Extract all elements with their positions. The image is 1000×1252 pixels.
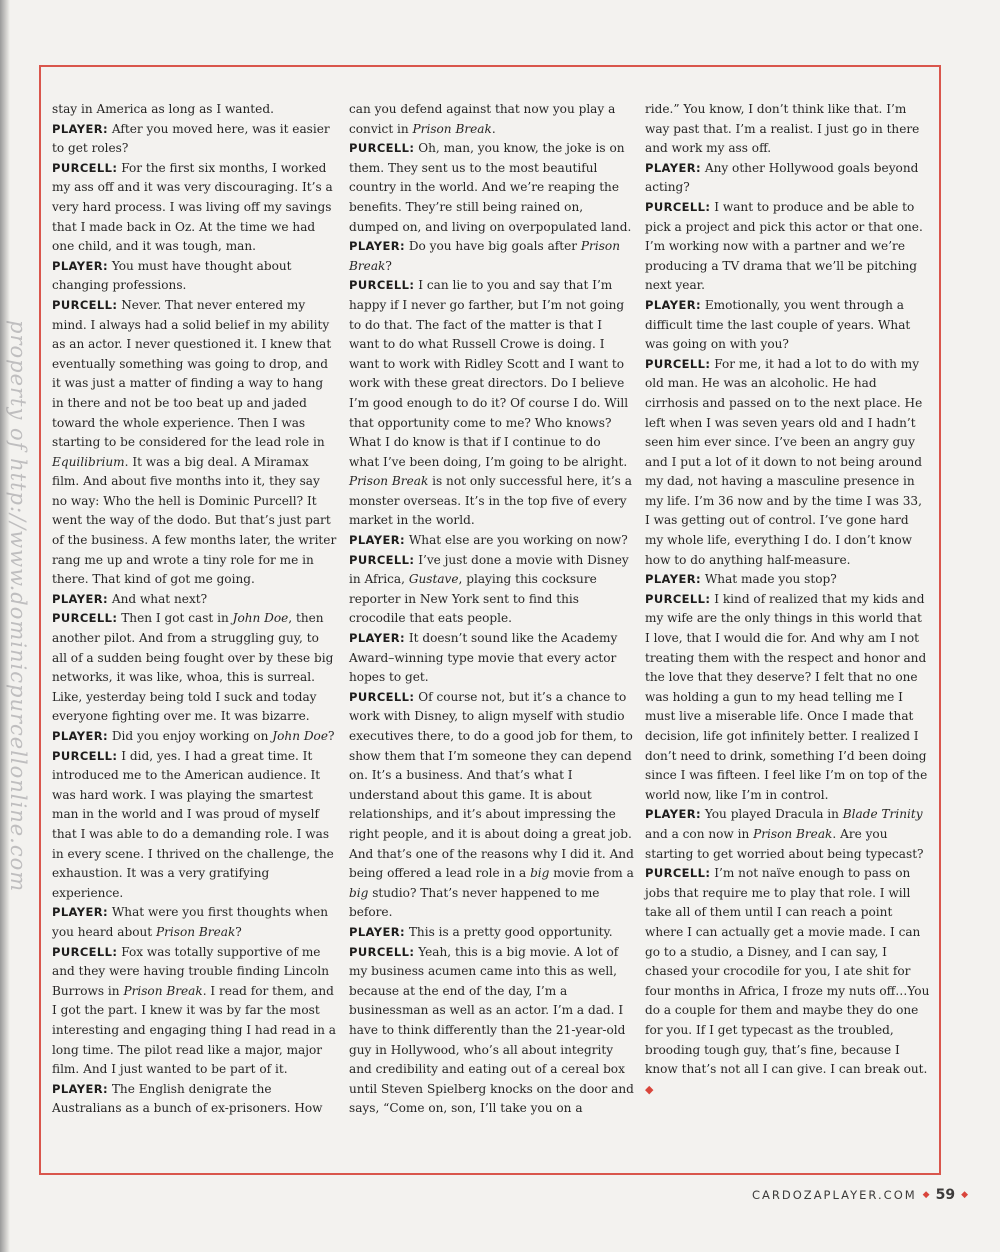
paragraph-text: Any other Hollywood goals beyond acting? bbox=[645, 160, 919, 195]
interview-paragraph bbox=[645, 159, 930, 198]
speaker-label: PURCELL: bbox=[52, 944, 118, 959]
speaker-label: PURCELL: bbox=[645, 356, 711, 371]
speaker-label: PURCELL: bbox=[52, 297, 118, 312]
paragraph-text: It doesn’t sound like the Academy Award–winning type movie that every actor hopes to get. bbox=[349, 631, 618, 685]
speaker-label: PLAYER: bbox=[645, 807, 701, 822]
paragraph-text: I’m not naïve enough to pass on jobs that require me to play that role. I will take all of them until I can reach a point where I can actually get a movie made. I can go to a studio, a Disney, and I can say, I chased your crocodile for you, I ate shit for four months in Africa, I froze my nuts off…You do a couple for them and maybe they do one for you. If I get typecast as the troubled, brooding tough guy, that’s fine, because I know that’s not all I can give. I can break out. bbox=[645, 866, 930, 1077]
interview-paragraph bbox=[645, 296, 930, 355]
speaker-label: PURCELL: bbox=[52, 611, 118, 626]
interview-paragraph bbox=[349, 237, 634, 276]
interview-paragraph bbox=[52, 943, 337, 1080]
speaker-label: PURCELL: bbox=[645, 591, 711, 606]
speaker-label: PURCELL: bbox=[349, 552, 415, 567]
page-footer bbox=[752, 1187, 968, 1203]
speaker-label: PLAYER: bbox=[349, 924, 405, 939]
footer-site: CARDOZAPLAYER.COM bbox=[752, 1188, 917, 1202]
page-spine-shadow bbox=[0, 0, 10, 1252]
interview-paragraph bbox=[52, 257, 337, 296]
speaker-label: PLAYER: bbox=[645, 160, 701, 175]
speaker-label: PLAYER: bbox=[52, 121, 108, 136]
paragraph-text: Never. That never entered my mind. I always had a solid belief in my ability as an actor. I never questioned it. I knew that eventually something was going to drop, and it was just a matter of finding a way to hang in there and not be too beat up and jaded toward the whole experience. Then I was starting to be considered for the lead role in Equilibrium. It was a big deal. A Miramax film. And about five months into it, they say no way: Who the hell is Dominic Purcell? It went the way of the dodo. But that’s just part of the business. A few months later, the writer rang me up and wrote a tiny role for me in there. That kind of got me going. bbox=[52, 297, 337, 587]
speaker-label: PURCELL: bbox=[349, 278, 415, 293]
interview-paragraph bbox=[645, 590, 930, 806]
interview-paragraph bbox=[349, 629, 634, 688]
speaker-label: PURCELL: bbox=[52, 160, 118, 175]
speaker-label: PLAYER: bbox=[349, 631, 405, 646]
text-column-1 bbox=[52, 100, 337, 1119]
page-number: 59 bbox=[935, 1187, 956, 1203]
interview-paragraph bbox=[52, 590, 337, 610]
interview-paragraph bbox=[645, 355, 930, 571]
interview-paragraph bbox=[52, 120, 337, 159]
speaker-label: PLAYER: bbox=[52, 258, 108, 273]
paragraph-text: Of course not, but it’s a chance to work with Disney, to align myself with studio executives there, to do a good job for them, to show them that I’m someone they can depend on. It’s a business. And that’s what I understand about this game. It is about relationships, and it’s about impressing the right people, and it is about doing a great job. And that’s one of the reasons why I did it. And being offered a lead role in a big movie from a big studio? That’s never happened to me before. bbox=[349, 689, 634, 920]
speaker-label: PURCELL: bbox=[349, 944, 415, 959]
paragraph-text: can you defend against that now you play a convict in Prison Break. bbox=[349, 102, 616, 136]
text-column-2 bbox=[349, 100, 634, 1119]
speaker-label: PLAYER: bbox=[52, 729, 108, 743]
paragraph-text: For me, it had a lot to do with my old man. He was an alcoholic. He had cirrhosis and passed on to the next place. He left when I was seven years old and I hadn’t seen him ever since. I’ve been an angry guy and I put a lot of it down to not being around my dad, not having a masculine presence in my life. I’m 36 now and by the time I was 33, I was getting out of control. I’ve gone hard my whole life, everything I do. I don’t know how to do anything half-measure. bbox=[645, 356, 923, 567]
interview-paragraph bbox=[349, 943, 634, 1119]
paragraph-text: I’ve just done a movie with Disney in Africa, Gustave, playing this cocksure reporter in New York sent to find this crocodile that eats people. bbox=[349, 552, 629, 626]
paragraph-text: What made you stop? bbox=[701, 572, 837, 587]
paragraph-text: stay in America as long as I wanted. bbox=[52, 102, 274, 116]
diamond-icon: ◆ bbox=[922, 1190, 930, 1200]
interview-paragraph bbox=[349, 923, 634, 943]
paragraph-text: You must have thought about changing professions. bbox=[52, 258, 292, 293]
interview-paragraph bbox=[645, 198, 930, 296]
interview-paragraph bbox=[645, 864, 930, 1099]
end-mark-icon: ◆ bbox=[645, 1082, 654, 1096]
speaker-label: PLAYER: bbox=[645, 297, 701, 312]
interview-paragraph bbox=[645, 570, 930, 590]
speaker-label: PURCELL: bbox=[645, 866, 711, 881]
interview-paragraph bbox=[52, 296, 337, 590]
paragraph-text: Fox was totally supportive of me and they were having trouble finding Lincoln Burrows in Prison Break. I read for them, and I got the part. I knew it was by far the most interesting and engaging thing I had read in a long time. The pilot read like a major, major film. And I just wanted to be part of it. bbox=[52, 944, 336, 1077]
paragraph-text: I can lie to you and say that I’m happy if I never go farther, but I’m not going to do that. The fact of the matter is that I want to do what Russell Crowe is doing. I want to work with Ridley Scott and I want to work with these great directors. Do I believe I’m good enough to do it? Of course I do. Will that opportunity come to me? Who knows? What I do know is that if I continue to do what I’ve been doing, I’m going to be alright. Prison Break is not only successful here, it’s a monster overseas. It’s in the top five of every market in the world. bbox=[349, 278, 632, 528]
interview-paragraph bbox=[52, 727, 337, 747]
diamond-icon: ◆ bbox=[961, 1190, 968, 1200]
continued-paragraph bbox=[349, 100, 634, 139]
speaker-label: PLAYER: bbox=[52, 905, 108, 920]
continued-paragraph bbox=[645, 100, 930, 159]
paragraph-text: Then I got cast in John Doe, then another pilot. And from a struggling guy, to all of a sudden being fought over by these big networks, it was like, whoa, this is surreal. Like, yesterday being told I suck and today everyone fighting over me. It was bizarre. bbox=[52, 611, 334, 724]
paragraph-text: This is a pretty good opportunity. bbox=[405, 924, 613, 939]
interview-paragraph bbox=[349, 688, 634, 923]
paragraph-text: You played Dracula in Blade Trinity and a con now in Prison Break. Are you starting to get worried about being typecast? bbox=[645, 807, 924, 861]
paragraph-text: For the first six months, I worked my ass off and it was very discouraging. It’s a very hard process. I was living off my savings that I made back in Oz. At the time we had one child, and it was tough, man. bbox=[52, 160, 333, 254]
paragraph-text: Oh, man, you know, the joke is on them. They sent us to the most beautiful country in the world. And we’re reaping the benefits. They’re still being rained on, dumped on, and living on overpopulated land. bbox=[349, 141, 632, 234]
continued-paragraph bbox=[52, 100, 337, 120]
speaker-label: PURCELL: bbox=[349, 689, 415, 704]
paragraph-text: What were you first thoughts when you heard about Prison Break? bbox=[52, 905, 329, 939]
speaker-label: PLAYER: bbox=[52, 591, 108, 606]
speaker-label: PURCELL: bbox=[349, 141, 415, 156]
paragraph-text: ride.” You know, I don’t think like that. I’m way past that. I’m a realist. I just go in there and work my ass off. bbox=[645, 102, 920, 156]
paragraph-text: I did, yes. I had a great time. It introduced me to the American audience. It was hard work. I was playing the smartest man in the world and I was proud of myself that I was able to do a demanding role. I was in every scene. I thrived on the challenge, the exhaustion. It was a very gratifying experience. bbox=[52, 748, 334, 900]
interview-paragraph bbox=[349, 551, 634, 629]
speaker-label: PLAYER: bbox=[52, 1081, 108, 1096]
interview-paragraph bbox=[52, 159, 337, 257]
interview-paragraph bbox=[349, 139, 634, 237]
interview-paragraph bbox=[645, 805, 930, 864]
watermark-text: property of http://www.dominicpurcellonline.com bbox=[6, 320, 30, 893]
paragraph-text: Yeah, this is a big movie. A lot of my business acumen came into this as well, because at the end of the day, I’m a businessman as well as an actor. I’m a dad. I have to think differently than the 21-year-old guy in Hollywood, who’s all about integrity and credibility and eating out of a cereal box until Steven Spielberg knocks on the door and says, “Come on, son, I’ll take you on a bbox=[349, 944, 634, 1116]
paragraph-text: What else are you working on now? bbox=[405, 533, 628, 548]
interview-paragraph bbox=[52, 903, 337, 942]
text-column-3 bbox=[645, 100, 930, 1099]
paragraph-text: I want to produce and be able to pick a project and pick this actor or that one. I’m working now with a partner and we’re producing a TV drama that we’ll be pitching next year. bbox=[645, 199, 923, 293]
paragraph-text: Did you enjoy working on John Doe? bbox=[108, 729, 335, 743]
paragraph-text: Do you have big goals after Prison Break? bbox=[349, 239, 620, 273]
paragraph-text: And what next? bbox=[108, 591, 208, 606]
interview-paragraph bbox=[52, 1080, 337, 1119]
paragraph-text: I kind of realized that my kids and my wife are the only things in this world that I love, that I would die for. And why am I not treating them with the respect and honor and the love that they deserve? I felt that no one was holding a gun to my head telling me I must live a miserable life. Once I made that decision, life got infinitely better. I realized I don’t need to drink, something I’d been doing since I was fifteen. I feel like I’m on top of the world now, like I’m in control. bbox=[645, 591, 928, 802]
speaker-label: PLAYER: bbox=[645, 572, 701, 587]
speaker-label: PURCELL: bbox=[645, 199, 711, 214]
interview-paragraph bbox=[349, 531, 634, 551]
speaker-label: PLAYER: bbox=[349, 533, 405, 548]
speaker-label: PLAYER: bbox=[349, 239, 405, 254]
interview-paragraph bbox=[52, 747, 337, 904]
interview-paragraph bbox=[52, 609, 337, 727]
speaker-label: PURCELL: bbox=[52, 748, 118, 763]
paragraph-text: After you moved here, was it easier to get roles? bbox=[52, 121, 330, 156]
paragraph-text: The English denigrate the Australians as a bunch of ex-prisoners. How bbox=[52, 1081, 323, 1116]
paragraph-text: Emotionally, you went through a difficult time the last couple of years. What was going on with you? bbox=[645, 297, 911, 352]
interview-paragraph bbox=[349, 276, 634, 531]
